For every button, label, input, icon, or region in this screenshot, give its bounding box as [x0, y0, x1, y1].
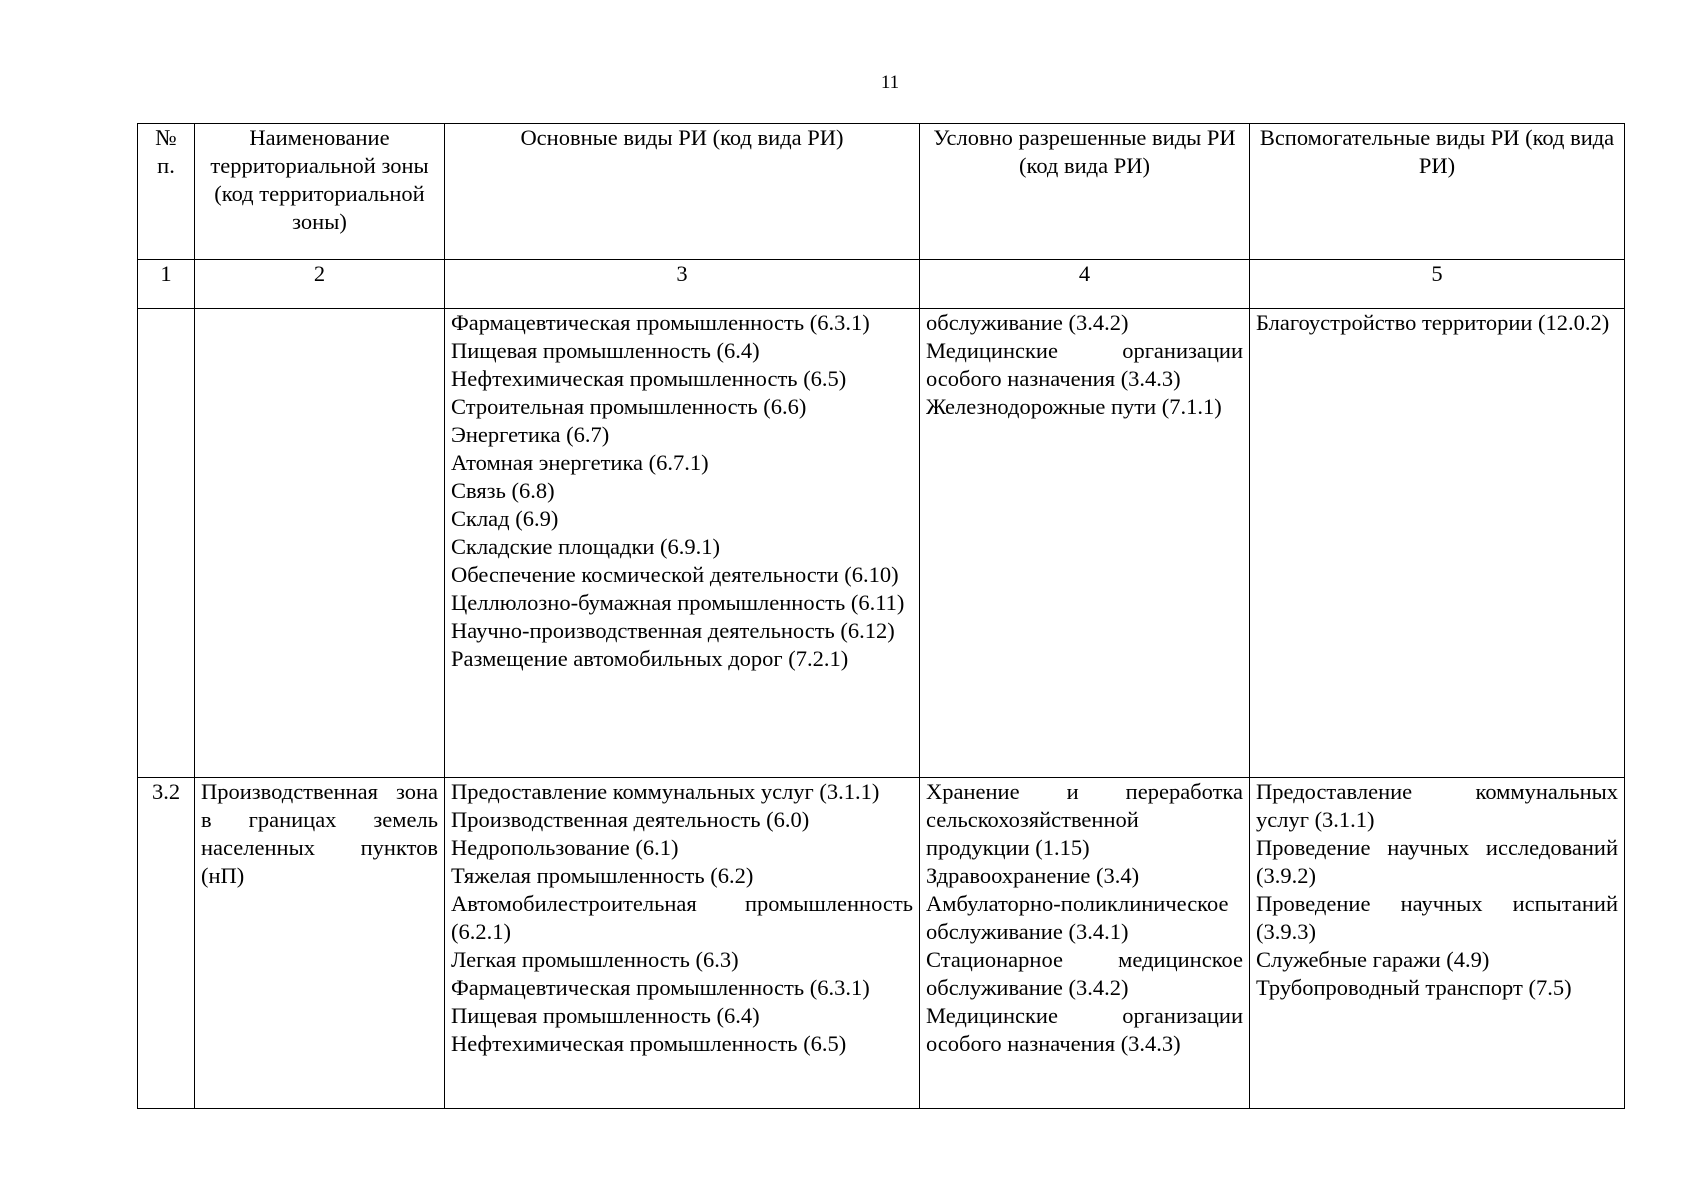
list-item: Нефтехимическая промышленность (6.5)	[451, 1031, 847, 1056]
auxiliary-types-cell	[1250, 778, 1625, 1109]
zone-name: Производственная зона в границах земель населенных пунктов (нП)	[201, 779, 438, 888]
auxiliary-types-cell	[1250, 309, 1625, 778]
row-num-cell: 3.2	[138, 778, 195, 1109]
conditional-types-cell	[920, 778, 1250, 1109]
list-item: Служебные гаражи (4.9)	[1256, 947, 1490, 972]
list-item: Связь (6.8)	[451, 478, 555, 503]
column-number: 1	[138, 260, 195, 309]
list-item: Медицинские организации особого назначения (3.4.3)	[926, 338, 1243, 391]
zone-name-cell	[195, 778, 445, 1109]
list-item: Строительная промышленность (6.6)	[451, 394, 807, 419]
list-item: Благоустройство территории (12.0.2)	[1256, 310, 1610, 335]
column-number-row	[138, 260, 1625, 309]
table-row-zone-3-2	[138, 778, 1625, 1109]
list-item: Здравоохранение (3.4)	[926, 863, 1140, 888]
list-item: Проведение научных испытаний (3.9.3)	[1256, 891, 1618, 944]
list-item: Железнодорожные пути (7.1.1)	[926, 394, 1222, 419]
header-main-types: Основные виды РИ (код вида РИ)	[445, 124, 920, 260]
list-item: Легкая промышленность (6.3)	[451, 947, 739, 972]
list-item: Проведение научных исследований (3.9.2)	[1256, 835, 1618, 888]
column-number: 5	[1250, 260, 1625, 309]
list-item: Фармацевтическая промышленность (6.3.1)	[451, 975, 870, 1000]
list-item: Атомная энергетика (6.7.1)	[451, 450, 709, 475]
row-num-cell	[138, 309, 195, 778]
column-number: 2	[195, 260, 445, 309]
list-item: Склад (6.9)	[451, 506, 559, 531]
list-item: Стационарное медицинское обслуживание (3.4.2)	[926, 947, 1243, 1000]
list-item: Обеспечение космической деятельности (6.10)	[451, 562, 899, 587]
page-number: 11	[880, 72, 900, 93]
header-zone-name: Наименование территориальной зоны (код территориальной зоны)	[195, 124, 445, 260]
list-item: Хранение и переработка сельскохозяйственной продукции (1.15)	[926, 779, 1243, 860]
column-number: 4	[920, 260, 1250, 309]
main-types-cell	[445, 778, 920, 1109]
conditional-types-cell	[920, 309, 1250, 778]
header-conditional-types: Условно разрешенные виды РИ (код вида РИ)	[920, 124, 1250, 260]
list-item: Фармацевтическая промышленность (6.3.1)	[451, 310, 870, 335]
list-item: Медицинские организации особого назначения (3.4.3)	[926, 1003, 1243, 1056]
column-number: 3	[445, 260, 920, 309]
list-item: Целлюлозно-бумажная промышленность (6.11)	[451, 590, 905, 615]
table-header-row	[138, 124, 1625, 260]
header-auxiliary-types: Вспомогательные виды РИ (код вида РИ)	[1250, 124, 1625, 260]
list-item: Пищевая промышленность (6.4)	[451, 338, 760, 363]
header-num: № п.	[138, 124, 195, 260]
list-item: обслуживание (3.4.2)	[926, 310, 1129, 335]
list-item: Нефтехимическая промышленность (6.5)	[451, 366, 847, 391]
list-item: Энергетика (6.7)	[451, 422, 610, 447]
list-item: Производственная деятельность (6.0)	[451, 807, 810, 832]
zoning-table	[137, 123, 1625, 1109]
list-item: Складские площадки (6.9.1)	[451, 534, 721, 559]
table-row-continuation	[138, 309, 1625, 778]
list-item: Автомобилестроительная промышленность (6.2.1)	[451, 891, 913, 944]
list-item: Амбулаторно-поликлиническое обслуживание (3.4.1)	[926, 891, 1229, 944]
list-item: Недропользование (6.1)	[451, 835, 679, 860]
zone-name-cell	[195, 309, 445, 778]
list-item: Предоставление коммунальных услуг (3.1.1)	[451, 779, 880, 804]
list-item: Предоставление коммунальных услуг (3.1.1)	[1256, 779, 1618, 832]
list-item: Тяжелая промышленность (6.2)	[451, 863, 754, 888]
list-item: Научно-производственная деятельность (6.12)	[451, 618, 895, 643]
list-item: Трубопроводный транспорт (7.5)	[1256, 975, 1572, 1000]
main-types-cell	[445, 309, 920, 778]
list-item: Размещение автомобильных дорог (7.2.1)	[451, 646, 849, 671]
list-item: Пищевая промышленность (6.4)	[451, 1003, 760, 1028]
